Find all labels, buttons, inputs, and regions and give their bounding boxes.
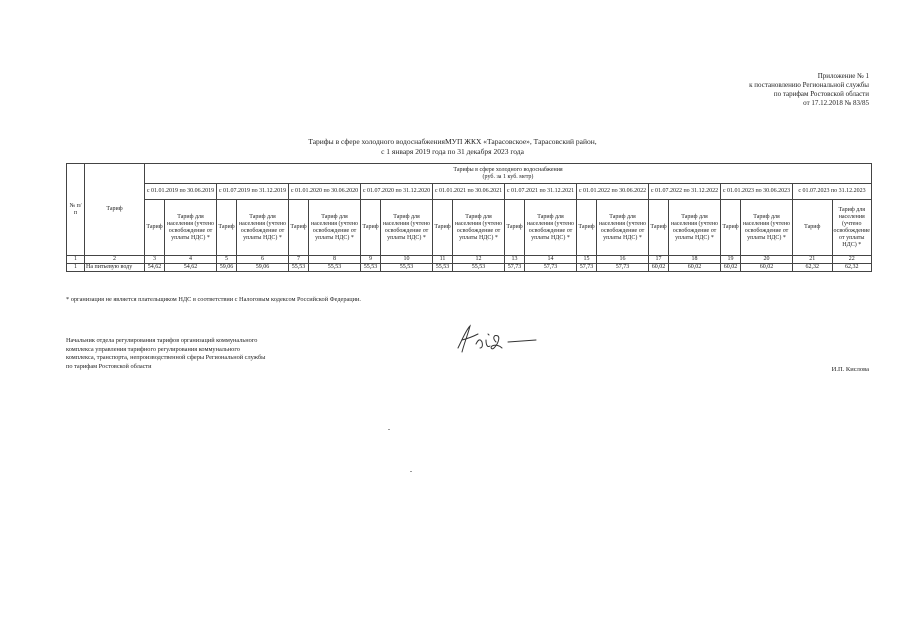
tariff-value: 59,06 — [217, 264, 237, 272]
subheader-population-tariff: Тариф для населения (учтено освобождение от уплаты НДС) * — [165, 200, 217, 256]
signatory-line-2: комплекса управления тарифного регулирования коммунального — [66, 345, 240, 353]
column-number: 1 — [67, 256, 85, 264]
subheader-tariff: Тариф — [721, 200, 741, 256]
tariff-value: 55,53 — [361, 264, 381, 272]
subheader-tariff: Тариф — [505, 200, 525, 256]
subheader-population-tariff: Тариф для населения (учтено освобождение от уплаты НДС) * — [741, 200, 793, 256]
subheader-population-tariff: Тариф для населения (учтено освобождение от уплаты НДС) * — [309, 200, 361, 256]
column-number: 18 — [669, 256, 721, 264]
tariff-value: 57,73 — [577, 264, 597, 272]
column-number: 15 — [577, 256, 597, 264]
tariff-value: 54,62 — [145, 264, 165, 272]
period-header: с 01.01.2019 по 30.06.2019 — [145, 184, 217, 200]
column-number: 9 — [361, 256, 381, 264]
appendix-line-1: Приложение № 1 — [817, 72, 869, 80]
row-name: На питьевую воду — [85, 264, 145, 272]
tariff-value: 59,06 — [237, 264, 289, 272]
period-header: с 01.01.2021 по 30.06.2021 — [433, 184, 505, 200]
tariff-value: 55,53 — [289, 264, 309, 272]
tariff-value: 57,73 — [597, 264, 649, 272]
column-number: 3 — [145, 256, 165, 264]
period-header: с 01.01.2022 по 30.06.2022 — [577, 184, 649, 200]
group-header-title: Тарифы в сфере холодного водоснабжения — [453, 166, 563, 173]
column-number: 5 — [217, 256, 237, 264]
column-number: 22 — [832, 256, 872, 264]
subheader-tariff: Тариф — [145, 200, 165, 256]
signatory-line-3: комплекса, транспорта, непроизводственной сферы Региональной службы — [66, 354, 266, 361]
table-row — [67, 264, 872, 272]
group-header-unit: (руб. за 1 куб. метр) — [482, 173, 534, 180]
tariff-value: 60,02 — [741, 264, 793, 272]
scan-speck — [388, 429, 390, 430]
signatory-position — [66, 337, 265, 371]
period-header: с 01.07.2020 по 31.12.2020 — [361, 184, 433, 200]
tariff-value: 60,02 — [669, 264, 721, 272]
column-number: 8 — [309, 256, 361, 264]
document-title — [0, 137, 905, 157]
column-number: 20 — [741, 256, 793, 264]
signatory-line-1: Начальник отдела регулирования тарифов организаций коммунального — [66, 337, 258, 344]
tariff-value: 62,32 — [832, 264, 872, 272]
footnote: * организация не является плательщиком НДС в соответствии с Налоговым кодексом Российской Федерации. — [66, 296, 361, 303]
column-number: 14 — [525, 256, 577, 264]
tariff-value: 55,53 — [381, 264, 433, 272]
period-header: с 01.07.2023 по 31.12.2023 — [793, 184, 872, 200]
column-number: 19 — [721, 256, 741, 264]
subheader-population-tariff: Тариф для населения (учтено освобождение от уплаты НДС) * — [525, 200, 577, 256]
tariffs-table — [66, 163, 872, 272]
subheader-tariff: Тариф — [793, 200, 833, 256]
subheader-population-tariff: Тариф для населения (учтено освобождение от уплаты НДС) * — [597, 200, 649, 256]
scan-speck — [410, 471, 412, 472]
signatory-name: И.П. Кислова — [831, 366, 869, 373]
column-number: 16 — [597, 256, 649, 264]
column-number: 6 — [237, 256, 289, 264]
appendix-line-3: по тарифам Ростовской области — [773, 90, 869, 98]
column-number: 11 — [433, 256, 453, 264]
subheader-tariff: Тариф — [577, 200, 597, 256]
subheader-tariff: Тариф — [649, 200, 669, 256]
tariff-value: 55,53 — [453, 264, 505, 272]
tariff-value: 60,02 — [649, 264, 669, 272]
group-header — [145, 164, 872, 184]
appendix-header — [749, 72, 869, 108]
tariff-value: 57,73 — [505, 264, 525, 272]
tariff-value: 55,53 — [309, 264, 361, 272]
column-number: 7 — [289, 256, 309, 264]
signatory-line-4: по тарифам Ростовской области — [66, 362, 152, 370]
appendix-line-2: к постановлению Региональной службы — [749, 81, 869, 89]
period-header: с 01.07.2021 по 31.12.2021 — [505, 184, 577, 200]
title-line-1: Тарифы в сфере холодного водоснабженияМУП ЖКХ «Тарасовское», Тарасовский район, — [308, 137, 597, 146]
tariff-value: 55,53 — [433, 264, 453, 272]
column-number: 4 — [165, 256, 217, 264]
period-header: с 01.07.2019 по 31.12.2019 — [217, 184, 289, 200]
subheader-population-tariff: Тариф для населения (учтено освобождение от уплаты НДС) * — [453, 200, 505, 256]
subheader-population-tariff: Тариф для населения (учтено освобождение от уплаты НДС) * — [669, 200, 721, 256]
tariff-value: 57,73 — [525, 264, 577, 272]
column-number: 2 — [85, 256, 145, 264]
subheader-tariff: Тариф — [289, 200, 309, 256]
subheader-tariff: Тариф — [361, 200, 381, 256]
subheader-population-tariff: Тариф для населения (учтено освобождение от уплаты НДС) * — [381, 200, 433, 256]
column-number: 12 — [453, 256, 505, 264]
period-header: с 01.01.2020 по 30.06.2020 — [289, 184, 361, 200]
period-header: с 01.01.2023 по 30.06.2023 — [721, 184, 793, 200]
column-number: 21 — [793, 256, 833, 264]
subheader-tariff: Тариф — [217, 200, 237, 256]
column-number: 10 — [381, 256, 433, 264]
subheader-population-tariff: Тариф для населения (учтено освобождение от уплаты НДС) * — [832, 200, 872, 256]
subheader-population-tariff: Тариф для населения (учтено освобождение от уплаты НДС) * — [237, 200, 289, 256]
handwritten-signature — [452, 318, 542, 358]
col-header-tariff: Тариф — [85, 164, 145, 256]
col-header-num: № п/п — [67, 164, 85, 256]
period-header: с 01.07.2022 по 31.12.2022 — [649, 184, 721, 200]
tariff-value: 62,32 — [793, 264, 833, 272]
appendix-line-4: от 17.12.2018 № 83/85 — [803, 99, 869, 107]
row-number: 1 — [67, 264, 85, 272]
title-line-2: с 1 января 2019 года по 31 декабря 2023 года — [381, 147, 524, 156]
column-number: 17 — [649, 256, 669, 264]
subheader-tariff: Тариф — [433, 200, 453, 256]
tariff-value: 60,02 — [721, 264, 741, 272]
tariff-value: 54,62 — [165, 264, 217, 272]
column-number: 13 — [505, 256, 525, 264]
